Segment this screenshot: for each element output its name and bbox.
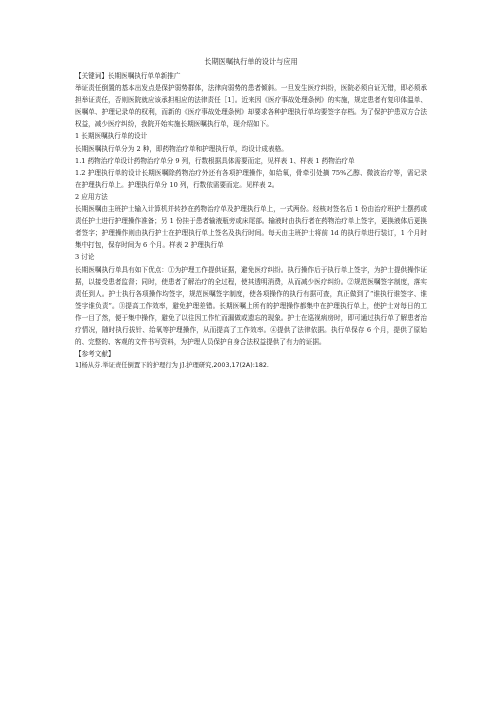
section-1-text: 长期医嘱执行单分为 2 种，即药物治疗单和护理执行单，均设计成表格。 — [75, 144, 288, 153]
references-heading: 【参考文献】 — [75, 350, 115, 359]
section-3-paragraph: 长期医嘱执行单具有如下优点：①为护理工作提供证据，避免医疗纠纷。执行操作后于执行单上签字，为护士提供操作证据，以接受患者监督；同时，使患者了解治疗的全过程，使其透明消费，从而减少医疗纠纷。②规范医嘱签字制度，落实责任到人。护士执行各项操作均签字，规范医嘱签字制度，使各项操作的执行有据可查，真正做到了“谁执行谁签字、谁签字谁负责”。③提高工作效率，避免护理差错。长期医嘱上所有的护理操作都集中在护理执行单上，使护士对每日的工作一目了然，便于集中操作，避免了以往因工作忙而漏做或遗忘的现象。护士在巡视病房时，即可通过执行单了解患者治疗情况，随时执行拔针、给氧等护理操作，从而提高了工作效率。④提供了法律依据。执行单保存 6 个月，提供了原始的、完整的、客观的文件书写资料，为护理人员保护自身合法权益提供了有力的证据。 — [75, 265, 427, 347]
section-3-heading: 3 讨论 — [75, 253, 95, 262]
document-page — [75, 56, 427, 372]
keywords: 【关键词】长期医嘱执行单单新推广 — [75, 72, 181, 80]
section-2-paragraph: 长期医嘱由主班护士输入计算机并转抄在药物治疗单及护理执行单上，一式两份。经核对签名后 1 份由治疗班护士摆药或责任护士进行护理操作准备；另 1 份挂于患者输液瓶旁或床尾部。输液时由执行者在药物治疗单上签字，更换液体后更换者签字；护理操作则由执行护士在护理执行单上签名及执行时间。每天由主班护士将前 1d 的执行单进行装订，1 个月时集中打包，保存时间为 6 个月。样表 2 护理执行单 — [75, 205, 427, 250]
section-1-2-paragraph: 1.2 护理执行单的设计长期医嘱除药物治疗外还有各项护理操作，如给氧，骨牵引处摘 75%乙醇、微波治疗等，需记录在护理执行单上。护理执行单分 10 列，行数依需要而定。见样表 2。 — [75, 168, 427, 189]
section-1-1-paragraph: 1.1 药物治疗单设计药物治疗单分 9 列，行数根据具体需要而定，见样表 1、样表 1 药物治疗单 — [75, 156, 355, 165]
intro-paragraph: 举证责任倒置的基本出发点是保护弱势群体，法律向弱势的患者倾斜。一旦发生医疗纠纷，医院必须自证无错，即必须承担举证责任，否则医院就应该承担相应的法律责任［1］。近来因《医疗事故处理条例》的实施，规定患者有复印体温单、医嘱单、护理记录单的权利，而新的《医疗事故处理条例》却要求各种护理执行单均要签字存档。为了保护护患双方合法权益，减少医疗纠纷，我院开始实施长期医嘱执行单，现介绍如下。 — [75, 84, 427, 129]
reference-item: 1]杨从芬.举证责任倒置下的护理行为 J].护理研究,2003,17(2A):182. — [75, 362, 269, 370]
document-title: 长期医嘱执行单的设计与应用 — [204, 57, 298, 66]
section-2-heading: 2 应用方法 — [75, 192, 108, 201]
section-1-heading: 1 长期医嘱执行单的设计 — [75, 132, 148, 141]
